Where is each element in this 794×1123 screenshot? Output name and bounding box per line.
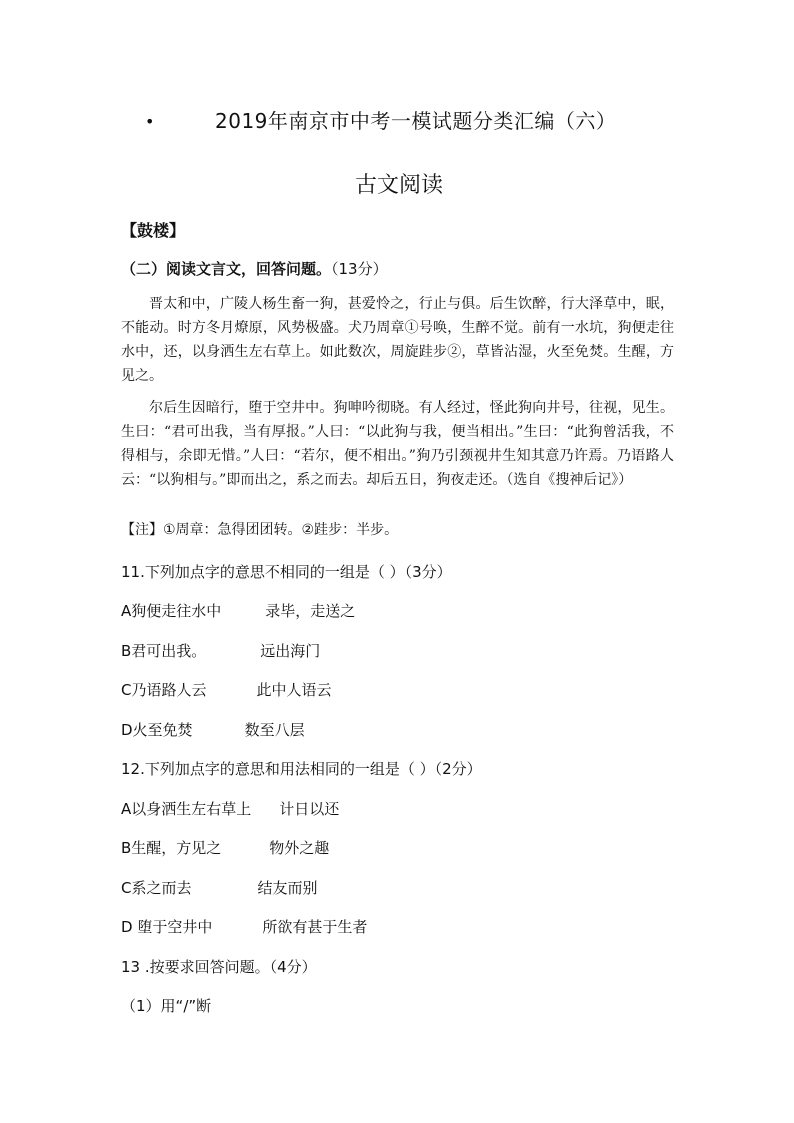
option-right: 录毕，走送之	[265, 602, 356, 620]
option-right: 数至八层	[244, 721, 305, 739]
option-left: B君可出我。	[121, 642, 207, 660]
question-12-option-c	[121, 877, 318, 898]
option-left: D 堕于空井中	[121, 918, 213, 936]
question-12-option-d	[121, 916, 367, 937]
option-left: B生醒，方见之	[121, 839, 222, 857]
option-right: 计日以还	[279, 800, 340, 818]
option-right: 结友而别	[257, 879, 318, 897]
passage-paragraph-2: 尔后生因暗行，堕于空井中。狗呻吟彻晓。有人经过，怪此狗向井号，往视，见生。生曰：“君可出我，当有厚报。”人曰：“以此狗与我，便当相出。”生曰：“此狗曾活我，不得相与，余即无惜。”人曰：“若尔，便不相出。”狗乃引颈视井生知其意乃许焉。乃语路人云：“以狗相与。”即而出之，系之而去。却后五日，狗夜走还。（选自《搜神后记》）	[121, 400, 674, 488]
question-11-option-a	[121, 600, 355, 621]
section-instruction	[121, 258, 388, 279]
question-13-stem: 13 .按要求回答问题。（4分）	[121, 958, 317, 976]
instruction-score: （13分）	[331, 260, 388, 278]
instruction-text: （二）阅读文言文，回答问题。	[121, 260, 332, 278]
option-left: A狗便走往水中	[121, 602, 222, 620]
option-left: C系之而去	[121, 879, 192, 897]
question-13-sub-1: （1）用“/”断	[121, 997, 212, 1015]
option-left: A以身洒生左右草上	[121, 800, 252, 818]
question-12-option-b	[121, 837, 329, 858]
question-11-option-b	[121, 640, 320, 661]
section-label: 【鼓楼】	[121, 221, 186, 240]
annotation-note: 【注】①周章：急得团团转。②跬步：半步。	[121, 522, 399, 538]
passage-paragraph-1: 晋太和中，广陵人杨生畜一狗，甚爱怜之，行止与俱。后生饮醉，行大泽草中，眠，不能动。时方冬月燎原，风势极盛。犬乃周章①号唤，生醉不觉。前有一水坑，狗便走往水中，还，以身洒生左右草上。如此数次，周旋跬步②，草皆沾湿，火至免焚。生醒，方见之。	[121, 296, 674, 384]
question-11-stem: 11.下列加点字的意思不相同的一组是（ ）（3分）	[121, 563, 452, 581]
question-11-option-c	[121, 679, 332, 700]
option-right: 物外之趣	[269, 839, 330, 857]
document-title: 2019年南京市中考一模试题分类汇编（六）	[215, 109, 617, 133]
question-11-option-d	[121, 719, 305, 740]
bullet-mark: •	[145, 112, 155, 131]
question-12-stem: 12.下列加点字的意思和用法相同的一组是（ ）（2分）	[121, 760, 482, 778]
option-left: D火至免焚	[121, 721, 193, 739]
option-right: 远出海门	[260, 642, 321, 660]
option-right: 此中人语云	[256, 681, 332, 699]
option-left: C乃语路人云	[121, 681, 207, 699]
option-right: 所欲有甚于生者	[262, 918, 368, 936]
question-12-option-a	[121, 798, 339, 819]
document-subtitle: 古文阅读	[355, 173, 444, 198]
